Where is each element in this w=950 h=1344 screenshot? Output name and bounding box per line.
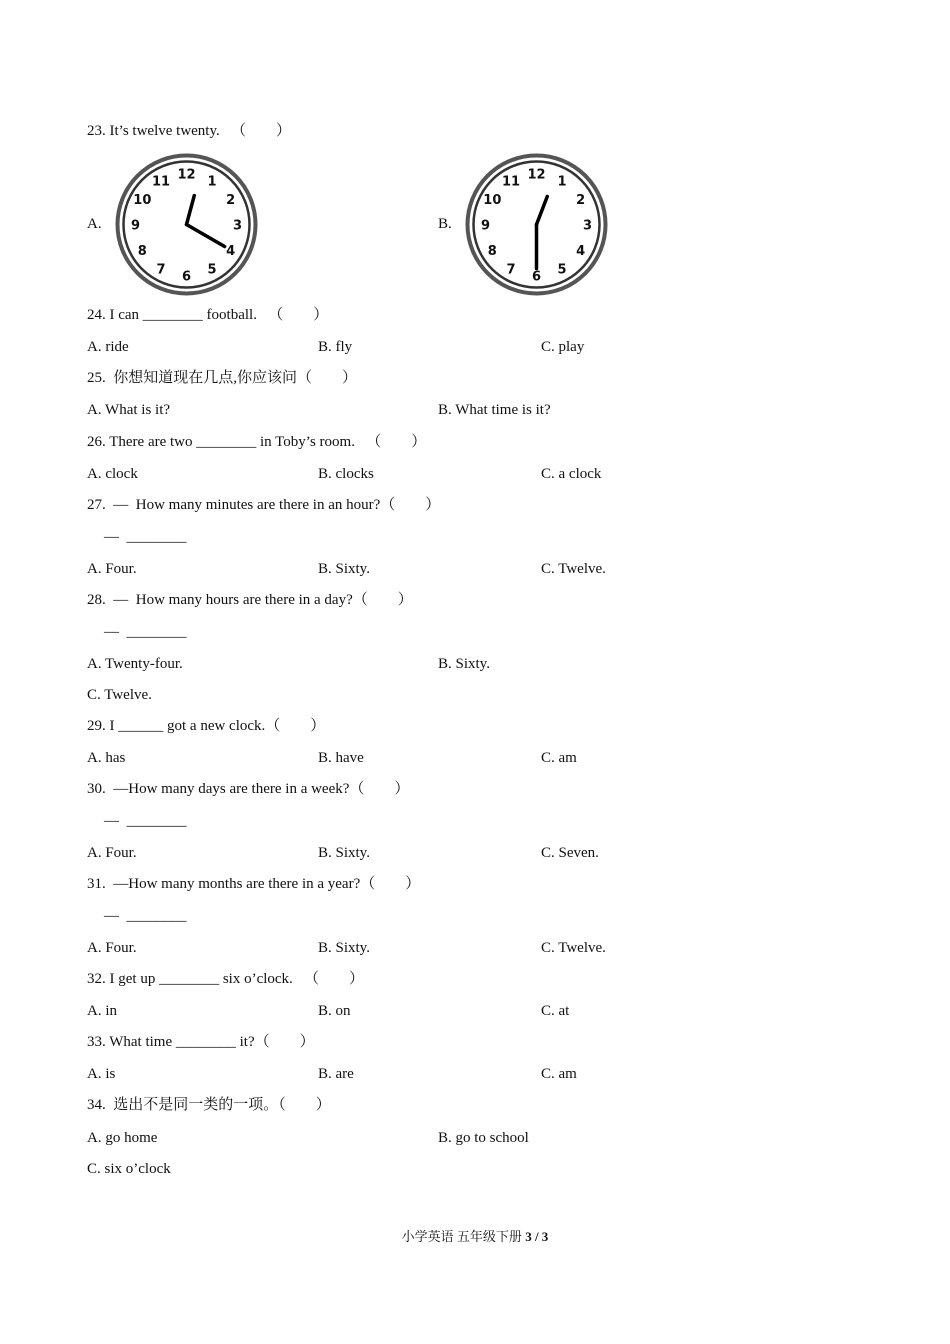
clock-b-number: 11: [501, 174, 521, 190]
footer-text: 小学英语 五年级下册: [401, 1229, 526, 1244]
question-27-stem: 27. — How many minutes are there in an hour?（ ）: [87, 497, 441, 513]
clock-b-number: 5: [557, 262, 567, 278]
clock-a-image[interactable]: [114, 152, 259, 297]
clock-a-number: 9: [130, 218, 141, 234]
question-31-stem: 31. —How many months are there in a year?（ ）: [87, 876, 421, 892]
question-31-answer-line: — ________: [104, 908, 187, 924]
question-24-option-c[interactable]: C. play: [541, 339, 585, 355]
question-28-option-b[interactable]: B. Sixty.: [438, 656, 490, 672]
clock-b-number: 4: [576, 244, 586, 259]
question-23-clock-options: [87, 152, 847, 297]
question-26-option-a[interactable]: A. clock: [87, 466, 138, 482]
question-27-option-b[interactable]: B. Sixty.: [318, 561, 370, 577]
clock-a-number: 8: [137, 244, 147, 259]
question-32-option-a[interactable]: A. in: [87, 1003, 117, 1019]
clock-b-number: 10: [483, 193, 502, 208]
question-26-stem: 26. There are two ________ in Toby’s room. （ ）: [87, 434, 427, 450]
question-27-answer-line: — ________: [104, 529, 187, 545]
question-30-stem: 30. —How many days are there in a week?（ ）: [87, 781, 410, 797]
clock-a-number: 2: [226, 193, 236, 208]
question-24-stem: 24. I can ________ football. （ ）: [87, 307, 329, 323]
question-33-option-a[interactable]: A. is: [87, 1066, 116, 1082]
question-23-stem: 23. It’s twelve twenty. （ ）: [87, 123, 292, 139]
question-29-option-b[interactable]: B. have: [318, 750, 364, 766]
question-31-option-b[interactable]: B. Sixty.: [318, 940, 370, 956]
question-32-stem: 32. I get up ________ six o’clock. （ ）: [87, 971, 365, 987]
page-footer: [0, 1228, 950, 1246]
question-34-option-b[interactable]: B. go to school: [438, 1130, 529, 1146]
clock-b-number: 8: [487, 244, 497, 259]
question-33-stem: 33. What time ________ it?（ ）: [87, 1034, 315, 1050]
question-29-option-c[interactable]: C. am: [541, 750, 577, 766]
clock-a-number: 10: [133, 193, 152, 208]
question-25-stem: 25. 你想知道现在几点,你应该问（ ）: [87, 370, 358, 386]
clock-a-number: 11: [151, 174, 171, 190]
question-33-option-b[interactable]: B. are: [318, 1066, 354, 1082]
clock-b-number: 2: [576, 193, 586, 208]
clock-a-number: 7: [156, 262, 166, 278]
question-30-option-b[interactable]: B. Sixty.: [318, 845, 370, 861]
question-24-option-a[interactable]: A. ride: [87, 339, 129, 355]
clock-b-number: 3: [582, 218, 593, 234]
page-number: 3 / 3: [525, 1229, 549, 1244]
question-24-option-b[interactable]: B. fly: [318, 339, 353, 355]
question-31-option-c[interactable]: C. Twelve.: [541, 940, 606, 956]
clock-b-number: 1: [557, 174, 567, 190]
question-26-option-b[interactable]: B. clocks: [318, 466, 374, 482]
question-32-option-c[interactable]: C. at: [541, 1003, 570, 1019]
clock-a-number: 6: [181, 269, 192, 285]
question-30-answer-line: — ________: [104, 813, 187, 829]
clock-a-number: 5: [207, 262, 217, 278]
question-31-option-a[interactable]: A. Four.: [87, 940, 137, 956]
option-b-label[interactable]: B.: [438, 216, 452, 232]
question-30-option-a[interactable]: A. Four.: [87, 845, 137, 861]
clock-b-image[interactable]: [464, 152, 609, 297]
question-28-option-a[interactable]: A. Twenty-four.: [87, 656, 183, 672]
question-34-option-c[interactable]: C. six o’clock: [87, 1161, 171, 1177]
question-27-option-a[interactable]: A. Four.: [87, 561, 137, 577]
clock-b-number: 6: [531, 269, 542, 285]
question-30-option-c[interactable]: C. Seven.: [541, 845, 599, 861]
question-32-option-b[interactable]: B. on: [318, 1003, 351, 1019]
clock-b-number: 9: [480, 218, 491, 234]
clock-a-number: 4: [226, 244, 236, 259]
question-34-stem: 34. 选出不是同一类的一项。（ ）: [87, 1097, 331, 1113]
clock-b-number: 7: [506, 262, 516, 278]
question-29-stem: 29. I ______ got a new clock.（ ）: [87, 718, 326, 734]
option-a-label[interactable]: A.: [87, 216, 102, 232]
clock-a-number: 3: [232, 218, 243, 234]
question-33-option-c[interactable]: C. am: [541, 1066, 577, 1082]
clock-a-number: 12: [177, 167, 196, 183]
question-29-option-a[interactable]: A. has: [87, 750, 126, 766]
clock-a-number: 1: [207, 174, 217, 190]
question-25-option-a[interactable]: A. What is it?: [87, 402, 171, 418]
question-27-option-c[interactable]: C. Twelve.: [541, 561, 606, 577]
question-26-option-c[interactable]: C. a clock: [541, 466, 602, 482]
question-28-answer-line: — ________: [104, 624, 187, 640]
question-28-stem: 28. — How many hours are there in a day?（ ）: [87, 592, 413, 608]
clock-b-number: 12: [527, 167, 546, 183]
question-28-option-c[interactable]: C. Twelve.: [87, 687, 152, 703]
question-34-option-a[interactable]: A. go home: [87, 1130, 158, 1146]
question-25-option-b[interactable]: B. What time is it?: [438, 402, 551, 418]
